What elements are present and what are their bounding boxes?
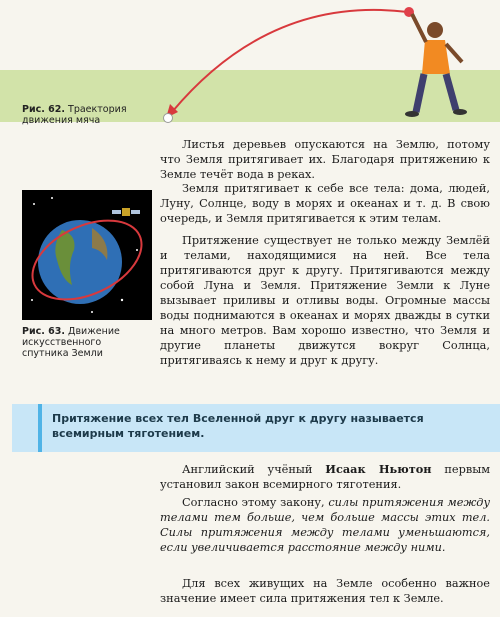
paragraph-leaves [160,137,490,182]
paragraph-6-text: Для всех живущих на Земле особенно важное значение имеет сила притяжения тел к Земле. [160,577,490,605]
definition-box [12,404,500,452]
figure-62-caption [22,104,150,126]
definition-accent-bar [38,404,42,452]
paragraph-5-text [160,495,490,555]
earth [38,220,122,304]
paragraph-4-pre: Английский учёный [182,463,326,476]
paragraph-mutual-attraction [160,233,490,368]
paragraph-4-post: первым установил закон всемирного тяготения. [160,463,490,491]
figure-63-caption [22,326,142,359]
figure-62-caption-text: Траектория движения мяча [22,104,127,126]
paragraph-earth-attracts [160,181,490,226]
paragraph-5-pre: Согласно этому закону, [182,496,329,509]
newton-name: Исаак Ньютон [325,462,432,476]
figure-62-number: Рис. 62. [22,104,65,115]
ball-end [164,114,173,123]
boy-figure [405,14,467,117]
figure-63-illustration [22,190,152,320]
gravity-law-statement: силы притяжения между телами тем больше, чем больше массы этих тел. Силы притяжения между телами уменьшаются, если увеличивается расстояние между ними. [160,496,490,554]
paragraph-gravity-law [160,495,490,555]
paragraph-importance [160,576,490,606]
paragraph-3-text: Притяжение существует не только между Землёй и телами, находящимися на ней. Все тела притягиваются друг к другу. Притягиваются между собой Луна и Земля. Притяжение Земли к Луне вызывает приливы и отливы воды. Огромные массы воды поднимаются в океанах и морях дважды в сутки на много метров. Вам хорошо известно, что Земля и другие планеты движутся вокруг Солнца, притягиваясь к нему и друг к другу. [160,234,490,367]
paragraph-1-text: Листья деревьев опускаются на Землю, потому что Земля притягивает их. Благодаря притяжению к Земле течёт вода в реках. [160,138,490,181]
definition-text: Притяжение всех тел Вселенной друг к другу называется всемирным тяготением. [52,412,424,440]
ball-trajectory-arrow [172,10,408,112]
figure-63-caption-text: Движение искусственного спутника Земли [22,326,120,359]
figure-63-number: Рис. 63. [22,326,65,337]
paragraph-newton [160,462,490,492]
paragraph-2-text: Земля притягивает к себе все тела: дома, людей, Луну, Солнце, воду в морях и океанах и т. д. В свою очередь, и Земля притягивается к этим телам. [160,182,490,225]
paragraph-4-text [160,462,490,492]
figure-62-illustration [150,0,500,130]
